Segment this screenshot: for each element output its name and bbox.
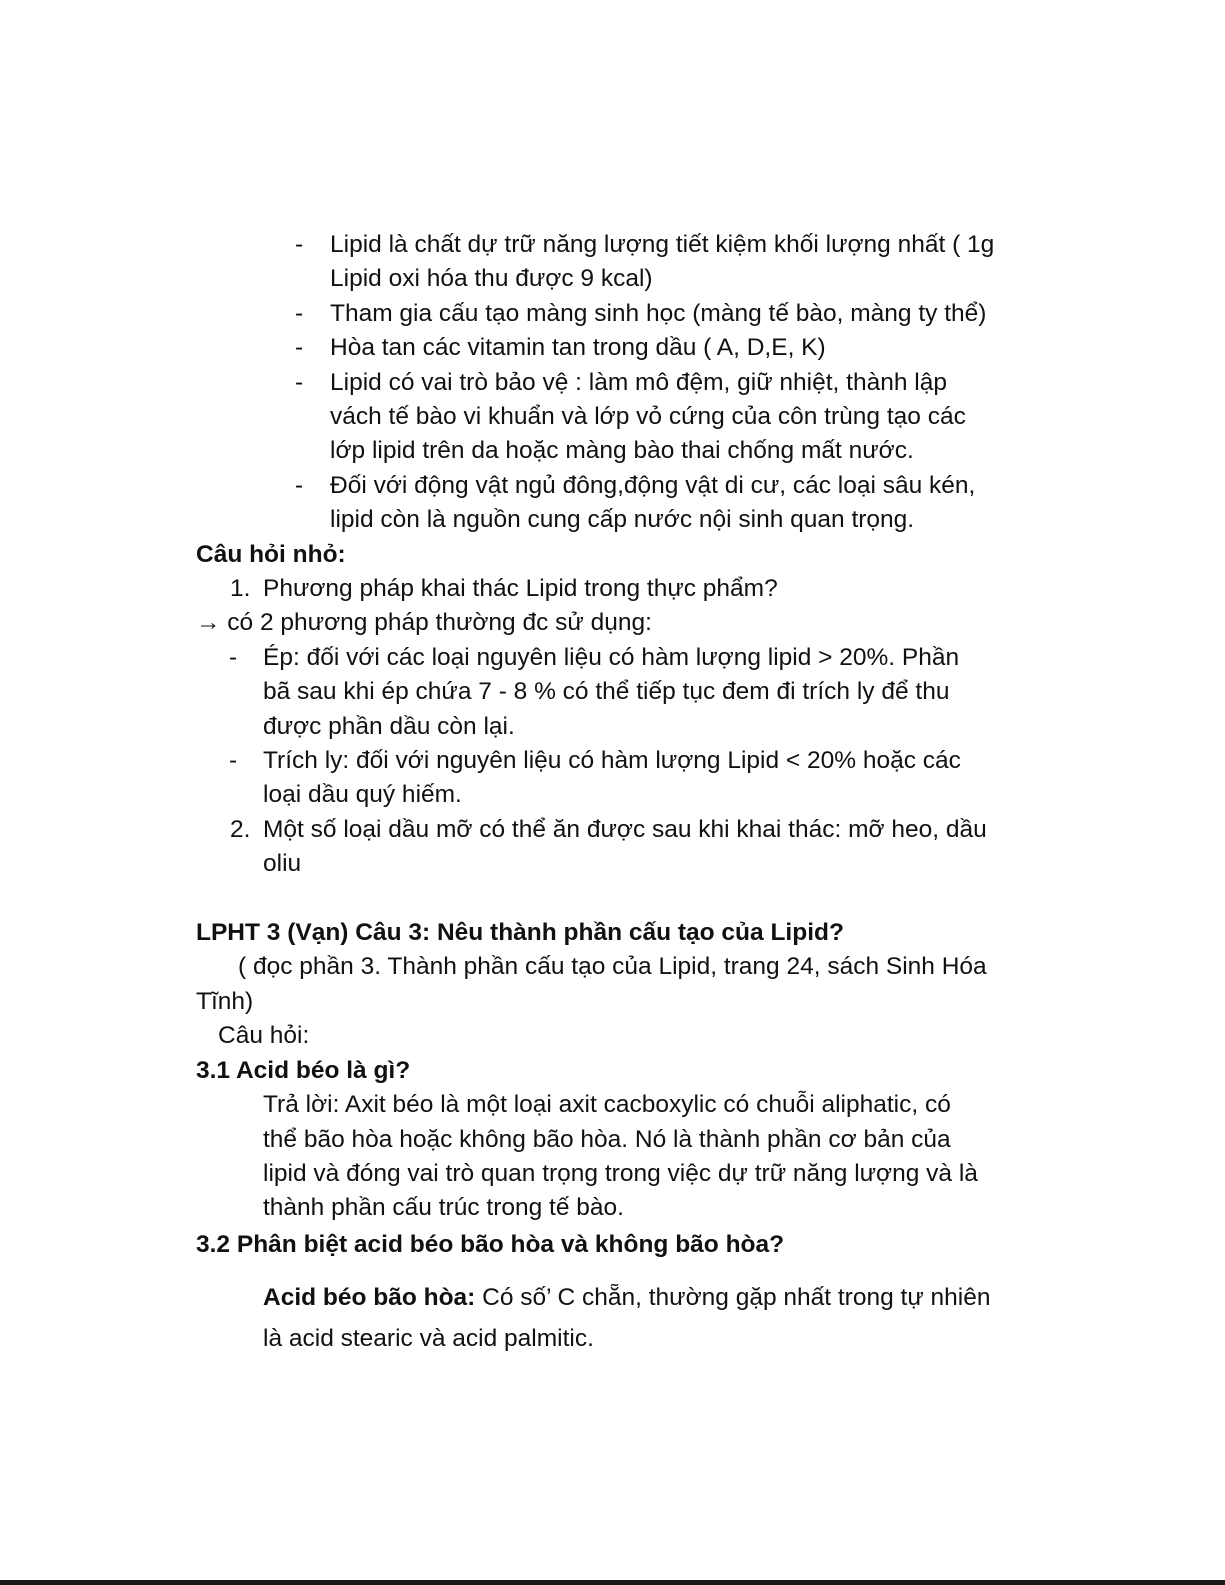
reference-text: Tĩnh) bbox=[196, 988, 254, 1015]
bullet-text: Lipid có vai trò bảo vệ : làm mô đệm, giữ nhiệt, thành lập bbox=[330, 369, 947, 396]
bullet-text: vách tế bào vi khuẩn và lớp vỏ cứng của côn trùng tạo các bbox=[330, 403, 966, 430]
answer-line: được phần dầu còn lại. bbox=[263, 713, 515, 740]
answer-intro: → có 2 phương pháp thường đc sử dụng: bbox=[196, 609, 652, 636]
question-text: oliu bbox=[263, 850, 302, 877]
answer-line: Trả lời: Axit béo là một loại axit cacboxylic có chuỗi aliphatic, có bbox=[263, 1091, 951, 1118]
questions-label: Câu hỏi: bbox=[218, 1022, 310, 1049]
bullet-dash: - bbox=[295, 300, 304, 327]
list-number: 2. bbox=[230, 816, 251, 843]
page-bottom-edge bbox=[0, 1580, 1225, 1585]
question-heading: 3.1 Acid béo là gì? bbox=[196, 1057, 411, 1084]
bullet-text: Lipid là chất dự trữ năng lượng tiết kiệm khối lượng nhất ( 1g bbox=[330, 231, 995, 258]
question-text: Phương pháp khai thác Lipid trong thực phẩm? bbox=[263, 575, 778, 602]
bullet-dash: - bbox=[229, 644, 238, 671]
list-number: 1. bbox=[230, 575, 251, 602]
section-heading: LPHT 3 (Vạn) Câu 3: Nêu thành phần cấu tạo của Lipid? bbox=[196, 919, 844, 946]
reference-text: ( đọc phần 3. Thành phần cấu tạo của Lipid, trang 24, sách Sinh Hóa bbox=[238, 953, 987, 980]
answer-line: bã sau khi ép chứa 7 - 8 % có thể tiếp tục đem đi trích ly để thu bbox=[263, 678, 950, 705]
answer-line: Trích ly: đối với nguyên liệu có hàm lượng Lipid < 20% hoặc các bbox=[263, 747, 961, 774]
answer-line: lipid và đóng vai trò quan trọng trong việc dự trữ năng lượng và là bbox=[263, 1160, 978, 1187]
saturated-label: Acid béo bão hòa: bbox=[263, 1284, 476, 1311]
bullet-text: lipid còn là nguồn cung cấp nước nội sinh quan trọng. bbox=[330, 506, 915, 533]
bullet-text: Đối với động vật ngủ đông,động vật di cư, các loại sâu kén, bbox=[330, 472, 976, 499]
bullet-dash: - bbox=[295, 369, 304, 396]
answer-line: thể bão hòa hoặc không bão hòa. Nó là thành phần cơ bản của bbox=[263, 1126, 951, 1153]
answer-line: loại dầu quý hiếm. bbox=[263, 781, 462, 808]
bullet-text: Hòa tan các vitamin tan trong dầu ( A, D,E, K) bbox=[330, 334, 826, 361]
answer-line: Ép: đối với các loại nguyên liệu có hàm lượng lipid > 20%. Phần bbox=[263, 644, 960, 671]
bullet-text: Lipid oxi hóa thu được 9 kcal) bbox=[330, 265, 653, 292]
bullet-text: Tham gia cấu tạo màng sinh học (màng tế bào, màng ty thể) bbox=[330, 300, 987, 327]
answer-line: thành phần cấu trúc trong tế bào. bbox=[263, 1194, 624, 1221]
bullet-dash: - bbox=[295, 334, 304, 361]
bullet-dash: - bbox=[295, 472, 304, 499]
question-text: Một số loại dầu mỡ có thể ăn được sau khi khai thác: mỡ heo, dầu bbox=[263, 816, 987, 843]
question-heading: 3.2 Phân biệt acid béo bão hòa và không bão hòa? bbox=[196, 1231, 785, 1258]
saturated-line: là acid stearic và acid palmitic. bbox=[263, 1325, 594, 1352]
saturated-line bbox=[263, 1281, 990, 1315]
saturated-text: Có số’ C chẵn, thường gặp nhất trong tự nhiên bbox=[475, 1284, 991, 1311]
bullet-text: lớp lipid trên da hoặc màng bào thai chống mất nước. bbox=[330, 437, 914, 464]
bullet-dash: - bbox=[229, 747, 238, 774]
section-heading: Câu hỏi nhỏ: bbox=[196, 541, 346, 568]
bullet-dash: - bbox=[295, 231, 304, 258]
